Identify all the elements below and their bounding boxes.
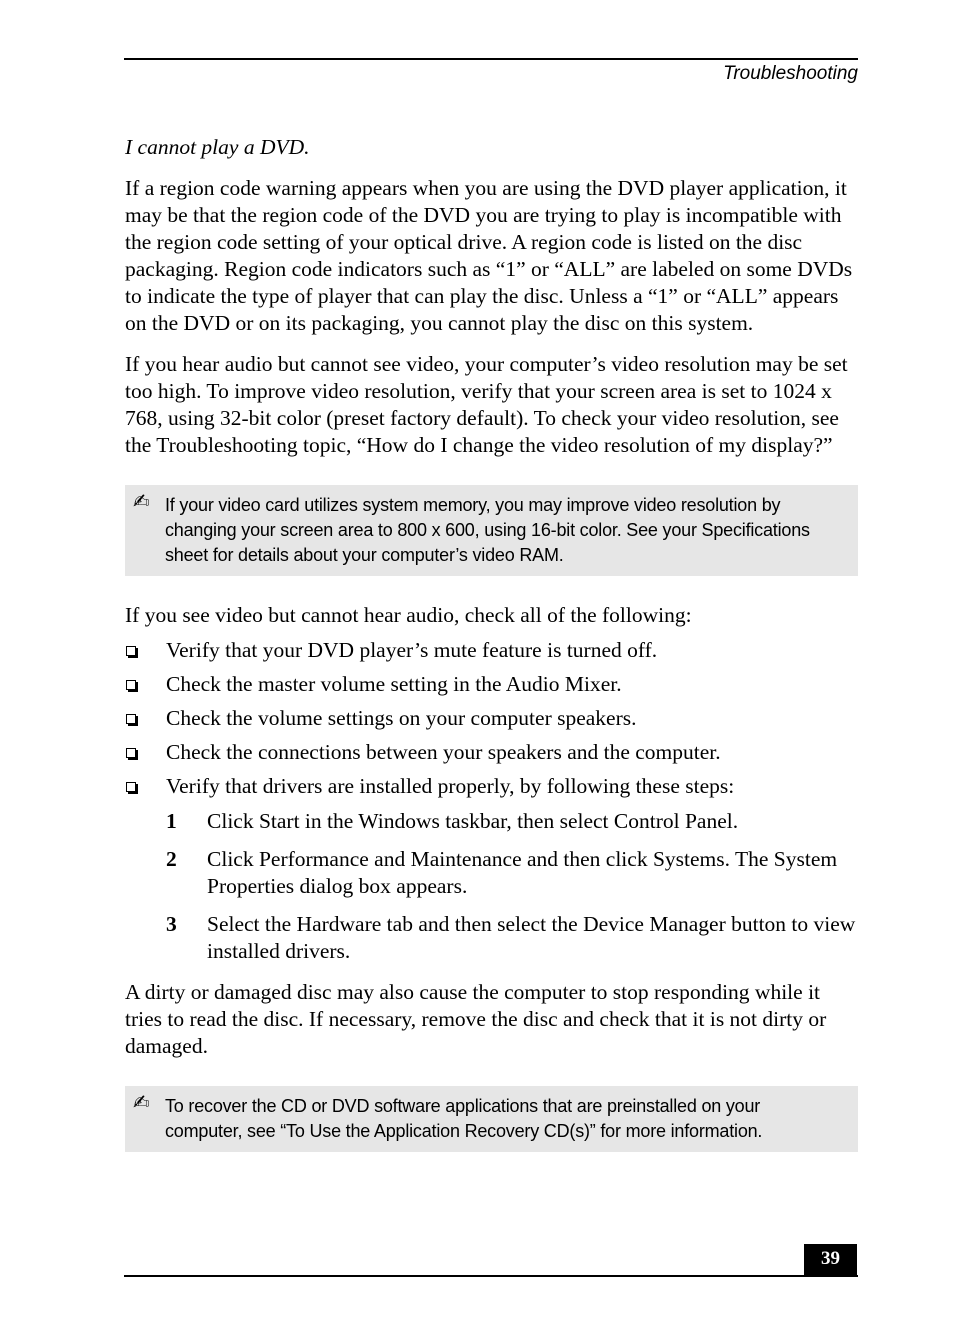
step-number: 2 [166,847,177,871]
footer-rule [124,1275,858,1277]
paragraph-video-resolution: If you hear audio but cannot see video, your computer’s video resolution may be set too high. To improve video resolution, verify that your screen area is set to 1024 x 768, using 32-bit color (preset factory default). To check your video resolution, see the Troubleshooting topic, “How do I change the video resolution of my display?” [125,352,848,457]
checkbox-icon [126,646,136,656]
list-item: Check the connections between your speakers and the computer. [125,739,858,766]
list-item: Verify that drivers are installed properly, by following these steps: [125,773,858,800]
list-item: Check the master volume setting in the Audio Mixer. [125,671,858,698]
list-item: Check the volume settings on your computer speakers. [125,705,858,732]
audio-intro: If you see video but cannot hear audio, check all of the following: [125,603,692,627]
page-body [125,134,858,1178]
step-text: Click Start in the Windows taskbar, then select Control Panel. [207,809,739,833]
step-item [166,911,858,965]
checkbox-icon [126,782,136,792]
note-pencil-icon: ✍ [133,1090,150,1114]
note-text: To recover the CD or DVD software applications that are preinstalled on your computer, see “To Use the Application Recovery CD(s)” for more information. [165,1096,763,1141]
audio-checklist [125,637,858,800]
list-item: Verify that your DVD player’s mute feature is turned off. [125,637,858,664]
note-box-recovery [125,1086,858,1152]
note-text: If your video card utilizes system memory, you may improve video resolution by changing your screen area to 800 x 600, using 16-bit color. See your Specifications sheet for details about your computer’s video RAM. [165,495,810,565]
header-rule [124,58,858,60]
checkbox-icon [126,748,136,758]
page-number: 39 [804,1244,857,1277]
checkbox-icon [126,680,136,690]
step-number: 1 [166,809,177,833]
step-item [166,846,858,900]
question-heading: I cannot play a DVD. [125,135,310,159]
driver-steps [166,808,858,965]
step-number: 3 [166,912,177,936]
checkbox-icon [126,714,136,724]
step-text: Select the Hardware tab and then select the Device Manager button to view installed drivers. [207,912,856,963]
note-box-video-memory [125,485,858,576]
step-text: Click Performance and Maintenance and then click Systems. The System Properties dialog box appears. [207,847,838,898]
running-header: Troubleshooting [723,63,858,84]
step-item [166,808,858,835]
paragraph-dirty-disc: A dirty or damaged disc may also cause the computer to stop responding while it tries to read the disc. If necessary, remove the disc and check that it is not dirty or damaged. [125,980,827,1058]
note-pencil-icon: ✍ [133,489,150,513]
paragraph-region-code: If a region code warning appears when you are using the DVD player application, it may be that the region code of the DVD you are trying to play is incompatible with the region code setting of your optical drive. A region code is listed on the disc packaging. Region code indicators such as “1” or “ALL” are labeled on some DVDs to indicate the type of player that can play the disc. Unless a “1” or “ALL” appears on the DVD or on its packaging, you cannot play the disc on this system. [125,176,853,335]
